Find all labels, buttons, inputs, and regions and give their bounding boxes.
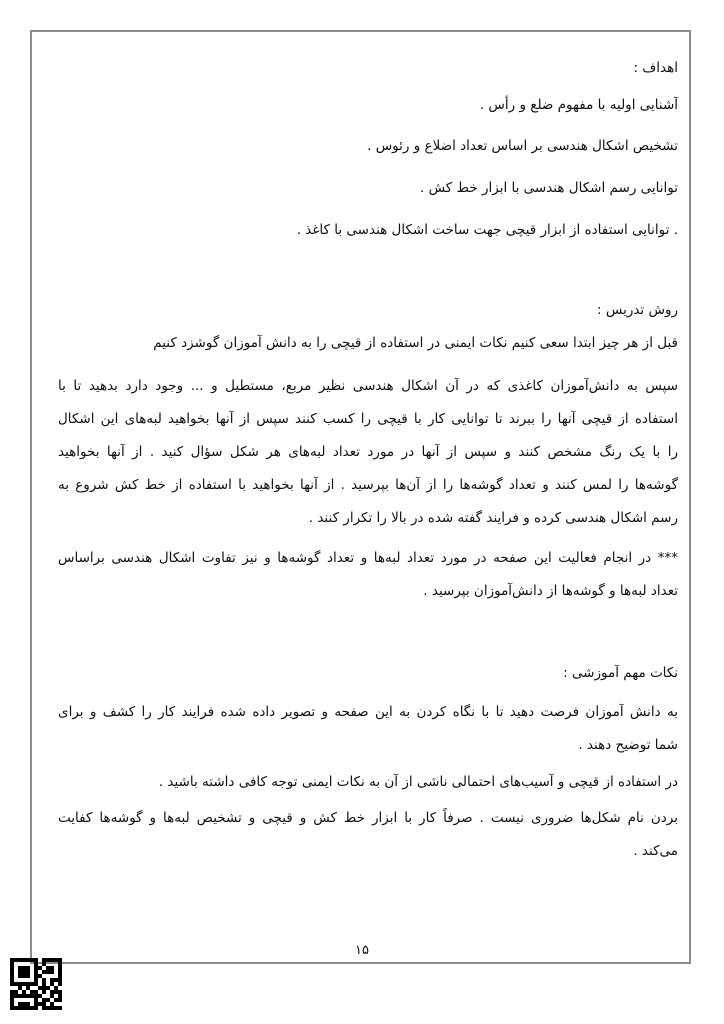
document-body xyxy=(58,50,678,868)
tip-item-1 xyxy=(58,696,678,762)
tip-line: به دانش آموزان فرصت دهید تا با نگاه کردن به این صفحه و تصویر داده شده فرایند کار را کشف و برای xyxy=(58,704,678,720)
tips-heading: نکات مهم آموزشی : xyxy=(563,665,678,681)
paragraph-line: گوشه‌ها را لمس کنند و تعداد گوشه‌ها را از آن‌ها بپرسید . از آنها بخواهید با استفاده از خط کش شروع به xyxy=(58,477,678,493)
paragraph-line: را با یک رنگ مشخص کنند و سپس از آنها در مورد تعداد لبه‌های هر شکل سؤال کنید . از آنها بخواهید xyxy=(58,444,678,460)
method-paragraph xyxy=(58,370,678,535)
objective-item: آشنایی اولیه با مفهوم ضلع و رأس . xyxy=(479,97,678,113)
paragraph-line: استفاده از قیچی آنها را ببرند تا توانایی کار با قیچی را کسب کنند سپس از آنها بخواهید لبه‌های این اشکال xyxy=(58,411,678,427)
objective-item: توانایی رسم اشکال هندسی با ابزار خط کش . xyxy=(420,180,678,196)
objective-item: تشخیص اشکال هندسی بر اساس تعداد اضلاع و رئوس . xyxy=(367,138,678,154)
method-note xyxy=(58,542,678,608)
paragraph-line: رسم اشکال هندسی کرده و فرایند گفته شده در بالا را تکرار کنند . xyxy=(308,510,678,526)
qr-code xyxy=(10,958,62,1010)
note-line: *** در انجام فعالیت این صفحه در مورد تعداد لبه‌ها و تعداد گوشه‌ها و نیز تفاوت اشکال هندسی براساس xyxy=(58,550,678,566)
objective-item: . توانایی استفاده از ابزار قیچی جهت ساخت اشکال هندسی با کاغذ . xyxy=(296,222,678,238)
qr-module xyxy=(58,1006,62,1010)
method-intro: قبل از هر چیز ابتدا سعی کنیم نکات ایمنی در استفاده از قیچی را به دانش آموزان گوشزد کنیم xyxy=(153,335,678,351)
tip-line: شما توضیح دهند . xyxy=(578,737,678,753)
paragraph-line: سپس به دانش‌آموزان کاغذی که در آن اشکال هندسی نظیر مربع، مستطیل و ... وجود دارد بدهید تا با xyxy=(58,378,678,394)
page-number: ۱۵ xyxy=(355,943,369,958)
tip-line: بردن نام شکل‌ها ضروری نیست . صرفاً کار با ابزار خط کش و قیچی و تشخیص لبه‌ها و گوشه‌ها کفایت xyxy=(58,810,678,826)
tip-line: می‌کند . xyxy=(633,843,678,859)
method-heading: روش تدریس : xyxy=(597,302,678,318)
objectives-heading: اهداف : xyxy=(633,60,678,76)
note-line: تعداد لبه‌ها و گوشه‌ها از دانش‌آموزان بپرسید . xyxy=(423,583,678,599)
tip-item-3 xyxy=(58,802,678,868)
tip-item-2: در استفاده از قیچی و آسیب‌های احتمالی ناشی از آن به نکات ایمنی توجه کافی داشته باشید . xyxy=(158,774,678,790)
